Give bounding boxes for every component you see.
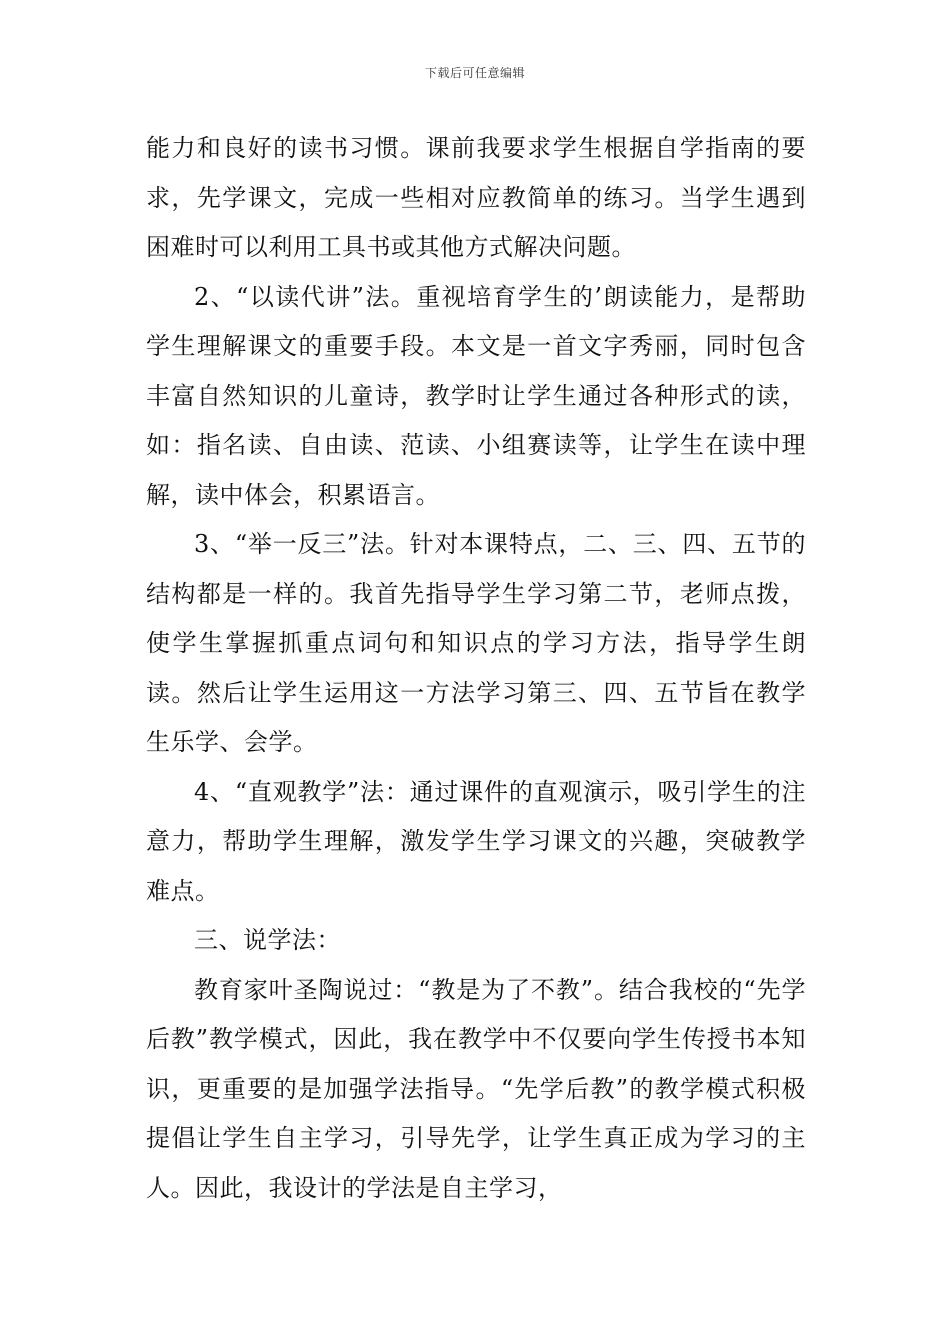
paragraph-2: 2、“以读代讲”法。重视培育学生的’朗读能力，是帮助学生理解课文的重要手段。本文是一首文字秀丽，同时包含丰富自然知识的儿童诗，教学时让学生通过各种形式的读，如：指名读、自由读、范读、小组赛读等，让学生在读中理解，读中体会，积累语言。: [146, 282, 806, 509]
page-header: 下载后可任意编辑: [424, 66, 525, 80]
document-body: [146, 124, 806, 1213]
section-heading-study-method: 三、说学法：: [194, 926, 341, 954]
paragraph-4: 4、“直观教学”法：通过课件的直观演示，吸引学生的注意力，帮助学生理解，激发学生学习课文的兴趣，突破教学难点。: [146, 777, 806, 905]
paragraph-6: 教育家叶圣陶说过：“教是为了不教”。结合我校的“先学后教”教学模式，因此，我在教学中不仅要向学生传授书本知识，更重要的是加强学法指导。“先学后教”的教学模式积极提倡让学生自主学习，引导先学，让学生真正成为学习的主人。因此，我设计的学法是自主学习，: [146, 975, 806, 1202]
paragraph-3: 3、“举一反三”法。针对本课特点，二、三、四、五节的结构都是一样的。我首先指导学生学习第二节，老师点拨，使学生掌握抓重点词句和知识点的学习方法，指导学生朗读。然后让学生运用这一方法学习第三、四、五节旨在教学生乐学、会学。: [146, 530, 806, 756]
paragraph-1: 能力和良好的读书习惯。课前我要求学生根据自学指南的要求，先学课文，完成一些相对应教简单的练习。当学生遇到困难时可以利用工具书或其他方式解决问题。: [146, 134, 806, 261]
